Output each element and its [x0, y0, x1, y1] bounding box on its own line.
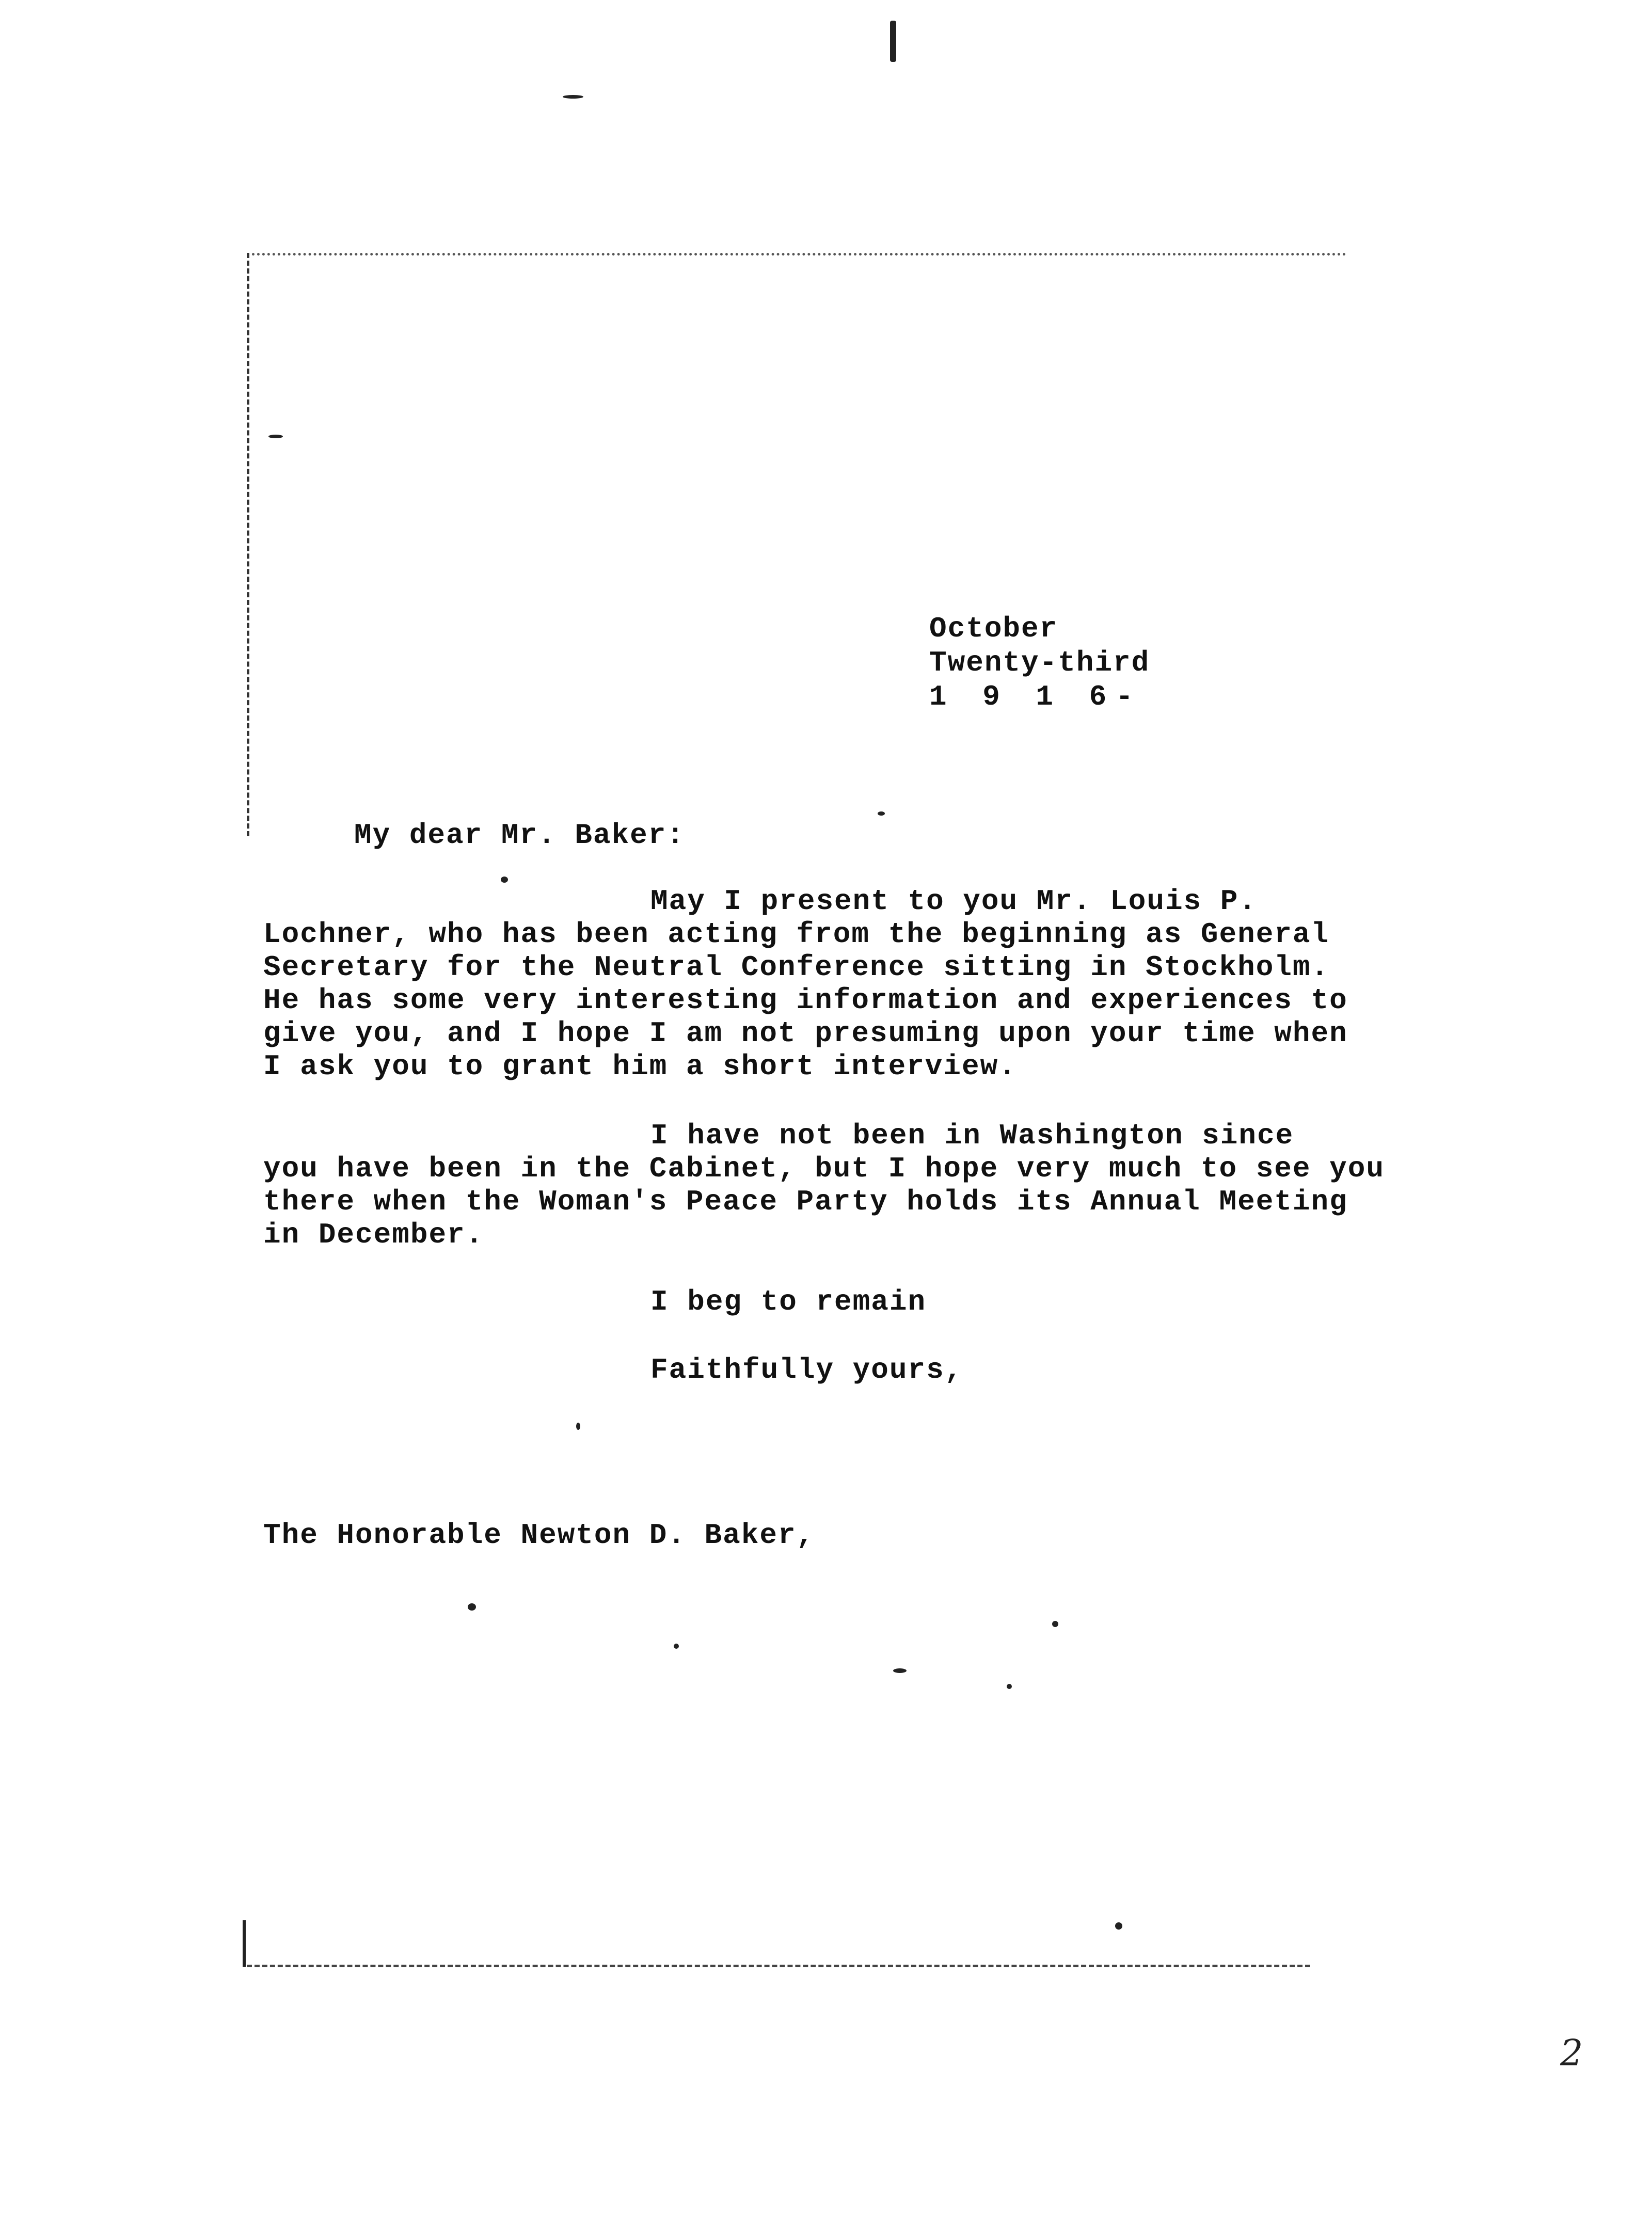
- scan-speck: [563, 95, 583, 99]
- date-year: 1 9 1 6-: [929, 680, 1142, 713]
- scan-speck: [878, 811, 885, 816]
- scan-speck: [576, 1423, 580, 1430]
- scan-speck: [893, 1668, 907, 1673]
- page-number: 2: [1560, 2032, 1583, 2074]
- salutation: My dear Mr. Baker:: [354, 819, 685, 852]
- paragraph1-line: May I present to you Mr. Louis P.: [650, 885, 1257, 918]
- closing-signoff: Faithfully yours,: [650, 1353, 963, 1387]
- scan-speck: [468, 1603, 476, 1611]
- scan-speck: [501, 877, 508, 883]
- addressee: The Honorable Newton D. Baker,: [263, 1519, 815, 1552]
- date-month: October: [929, 612, 1058, 645]
- paragraph1-line: Lochner, who has been acting from the beginning as General: [263, 918, 1330, 951]
- scan-speck: [1007, 1684, 1012, 1689]
- paragraph2-line: I have not been in Washington since: [650, 1119, 1294, 1152]
- paragraph1-line: He has some very interesting information and experiences to: [263, 984, 1348, 1017]
- scan-speck: [674, 1644, 679, 1649]
- date-day: Twenty-third: [929, 646, 1150, 679]
- paragraph2-line: you have been in the Cabinet, but I hope very much to see you: [263, 1152, 1385, 1185]
- paragraph1-line: give you, and I hope I am not presuming upon your time when: [263, 1017, 1348, 1050]
- scan-speck: [268, 435, 283, 438]
- paragraph1-line: Secretary for the Neutral Conference sitting in Stockholm.: [263, 951, 1330, 984]
- paragraph2-line: there when the Woman's Peace Party holds its Annual Meeting: [263, 1185, 1348, 1218]
- frame-top-line: [247, 253, 1346, 256]
- paragraph1-line: I ask you to grant him a short interview.: [263, 1050, 1017, 1083]
- paragraph2-line: in December.: [263, 1218, 484, 1251]
- frame-left-line: [247, 253, 249, 836]
- scan-speck: [1052, 1621, 1058, 1627]
- frame-bottom-line: [247, 1965, 1310, 1967]
- scan-speck: [890, 21, 896, 62]
- scan-speck: [1115, 1922, 1122, 1930]
- closing-remain: I beg to remain: [650, 1285, 927, 1318]
- frame-left-bottom-line: [243, 1920, 246, 1967]
